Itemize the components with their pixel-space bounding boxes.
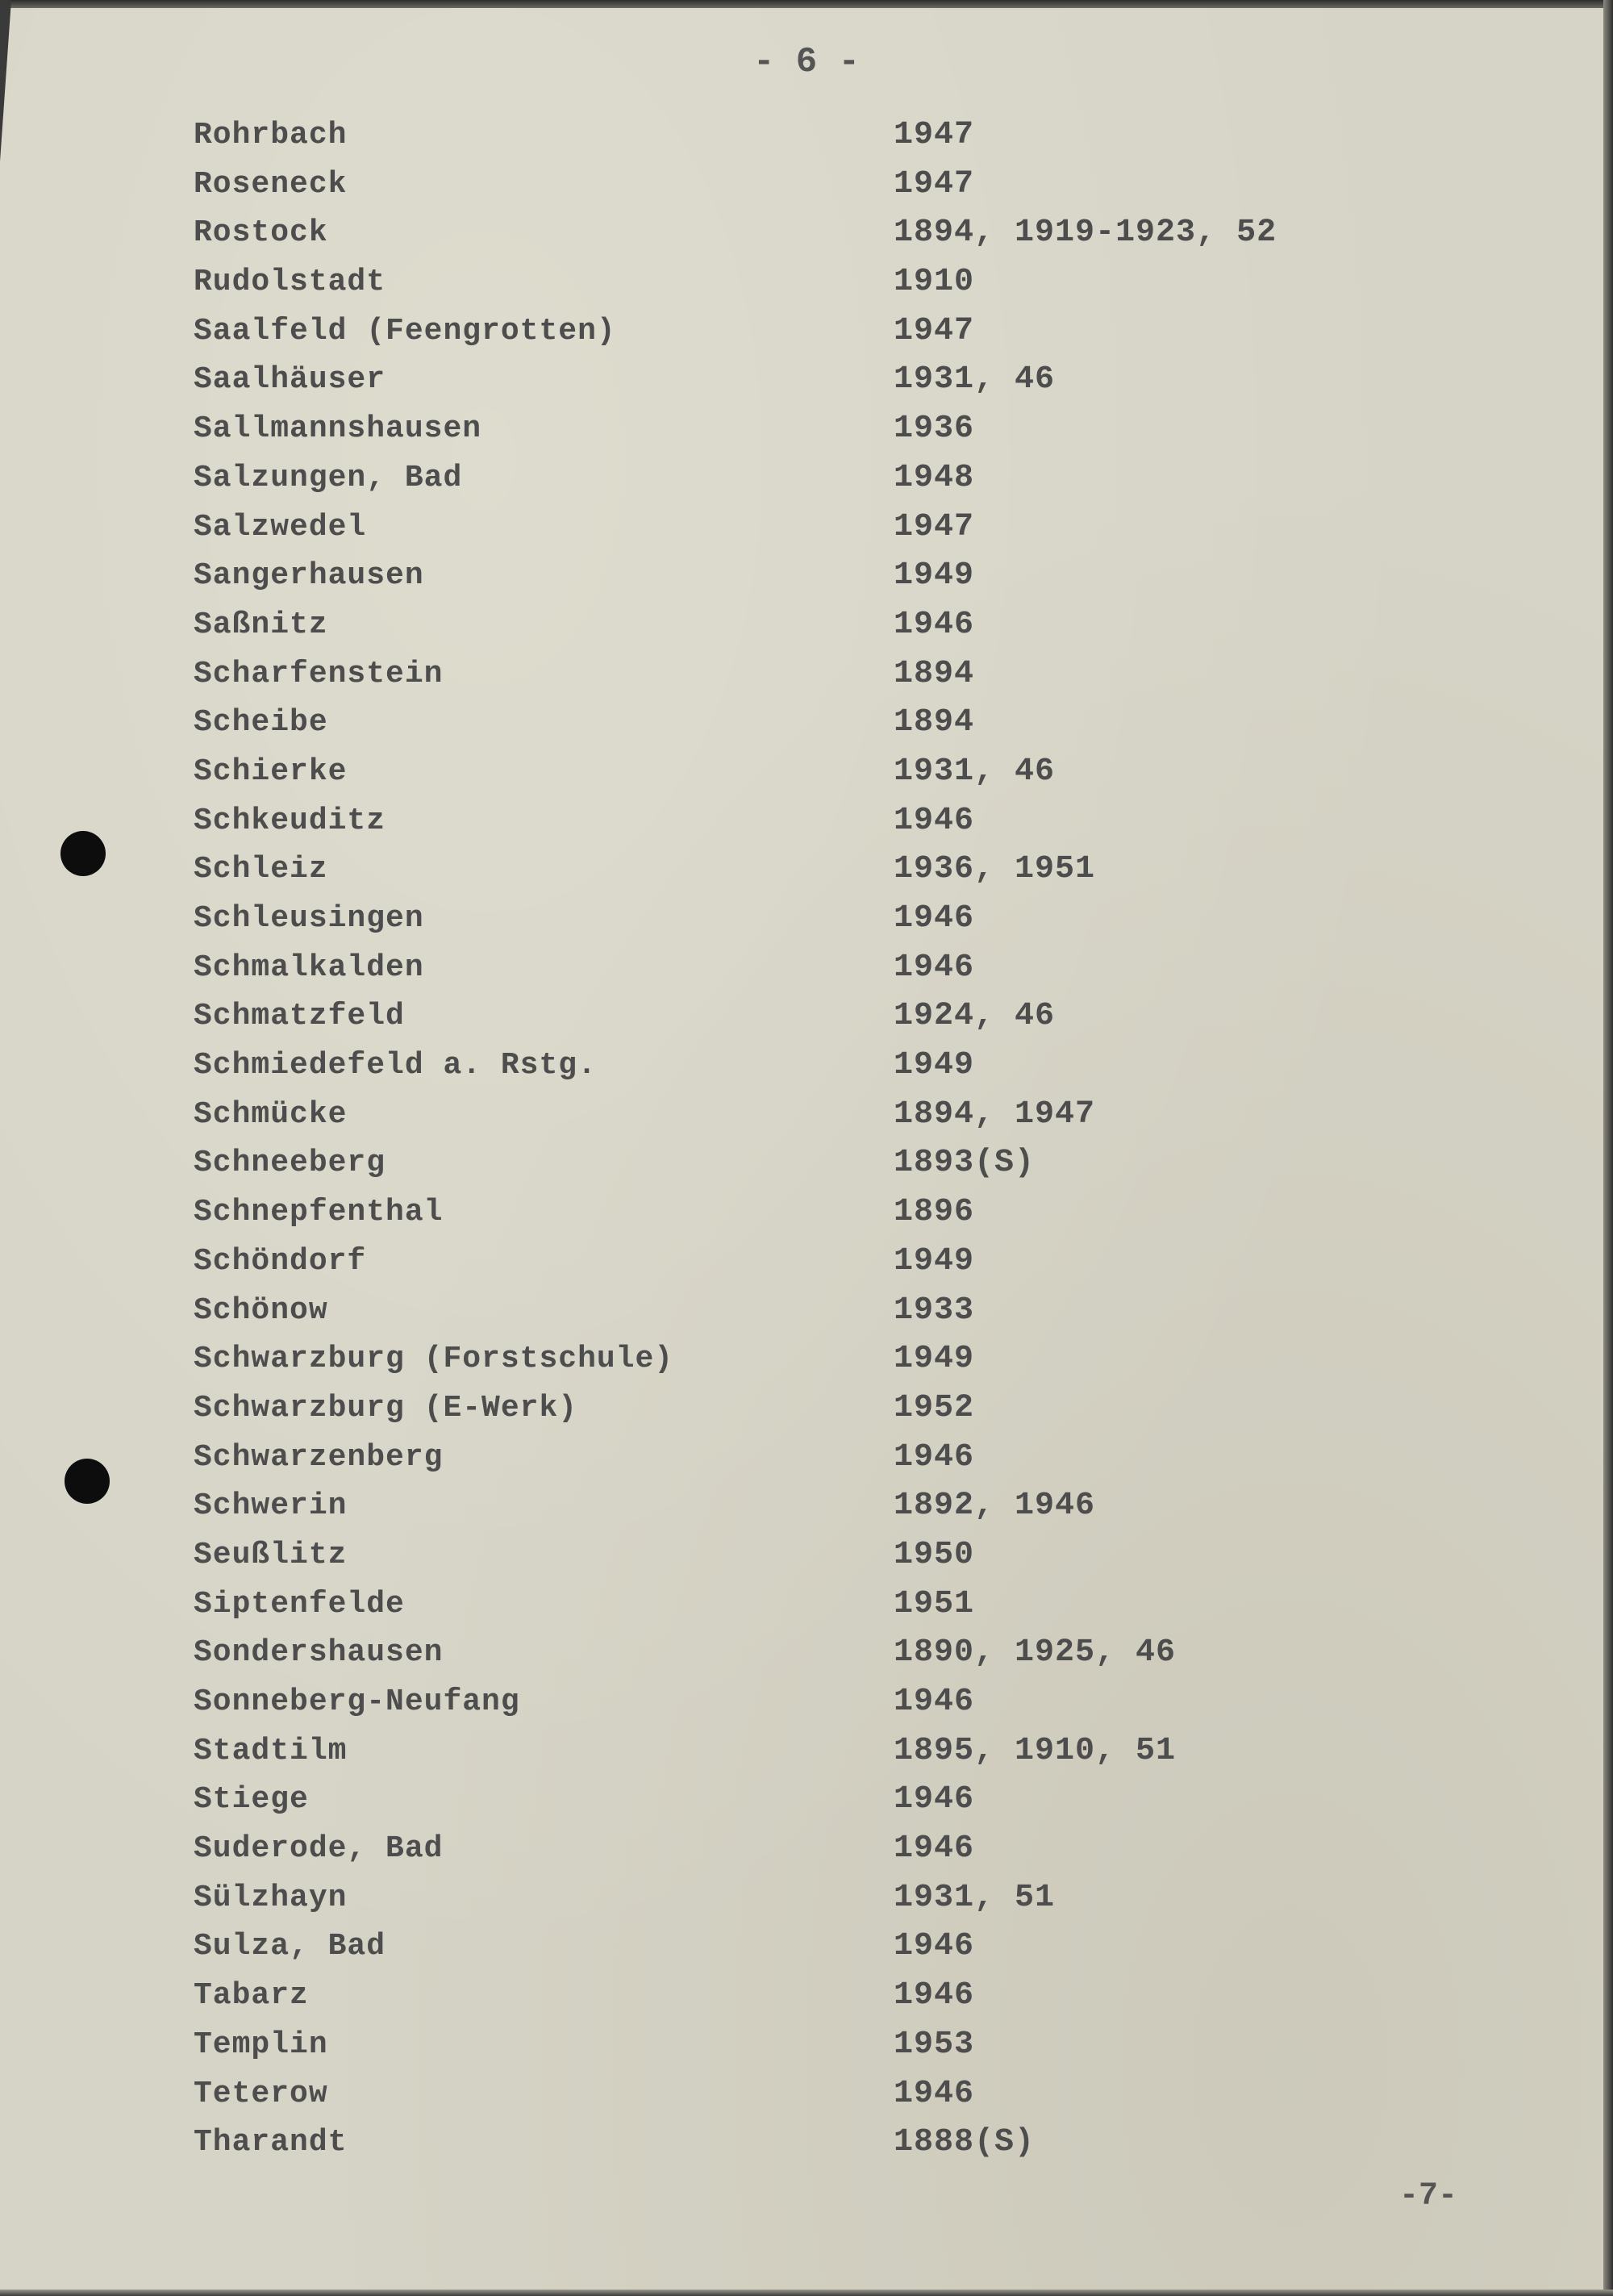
year-list: 1894, 1919-1923, 52 xyxy=(894,215,1277,252)
scan-edge-top xyxy=(0,0,1613,8)
year-list: 1946 xyxy=(894,1928,975,1965)
place-name: Tabarz xyxy=(194,1978,309,2014)
place-name: Schierke xyxy=(194,754,348,789)
list-item xyxy=(194,1727,1484,1776)
list-item xyxy=(194,1580,1484,1630)
scan-edge-right xyxy=(1603,0,1613,2296)
list-item xyxy=(194,1287,1484,1336)
place-name: Schnepfenthal xyxy=(194,1195,444,1230)
list-item xyxy=(194,1874,1484,1923)
place-name: Teterow xyxy=(194,2076,328,2111)
year-list: 1946 xyxy=(894,900,975,937)
place-name: Saalhäuser xyxy=(194,362,386,398)
page-number: - 6 - xyxy=(752,42,861,82)
year-list: 1946 xyxy=(894,1831,975,1868)
place-year-list xyxy=(194,111,1484,2168)
year-list: 1946 xyxy=(894,2075,975,2112)
year-list: 1896 xyxy=(894,1194,975,1231)
year-list: 1895, 1910, 51 xyxy=(894,1732,1177,1769)
year-list: 1949 xyxy=(894,1242,975,1279)
place-name: Sonneberg-Neufang xyxy=(194,1684,520,1719)
list-item xyxy=(194,1531,1484,1580)
year-list: 1931, 46 xyxy=(894,753,1056,790)
year-list: 1949 xyxy=(894,1341,975,1378)
list-item xyxy=(194,1922,1484,1972)
year-list: 1946 xyxy=(894,606,975,643)
list-item xyxy=(194,2021,1484,2070)
place-name: Rudolstadt xyxy=(194,265,386,300)
list-item xyxy=(194,699,1484,748)
year-list: 1910 xyxy=(894,264,975,301)
year-list: 1950 xyxy=(894,1536,975,1573)
list-item xyxy=(194,1091,1484,1140)
list-item xyxy=(194,161,1484,210)
list-item xyxy=(194,650,1484,699)
year-list: 1946 xyxy=(894,949,975,986)
year-list: 1947 xyxy=(894,312,975,349)
year-list: 1893(S) xyxy=(894,1145,1036,1182)
list-item xyxy=(194,992,1484,1042)
list-item xyxy=(194,2070,1484,2119)
place-name: Rohrbach xyxy=(194,118,348,152)
place-name: Stadtilm xyxy=(194,1733,348,1768)
year-list: 1948 xyxy=(894,459,975,496)
place-name: Schwarzenberg xyxy=(194,1439,444,1475)
place-name: Schkeuditz xyxy=(194,803,386,838)
place-name: Sulza, Bad xyxy=(194,1929,386,1964)
place-name: Schwerin xyxy=(194,1488,348,1524)
next-page-marker: -7- xyxy=(1399,2178,1458,2215)
place-name: Sallmannshausen xyxy=(194,411,482,447)
year-list: 1894, 1947 xyxy=(894,1096,1096,1133)
list-item xyxy=(194,1139,1484,1188)
list-item xyxy=(194,503,1484,553)
place-name: Schmücke xyxy=(194,1096,348,1132)
list-item xyxy=(194,1335,1484,1384)
year-list: 1931, 46 xyxy=(894,361,1056,399)
place-name: Rostock xyxy=(194,215,328,251)
place-name: Salzungen, Bad xyxy=(194,460,463,495)
list-item xyxy=(194,895,1484,944)
place-name: Schmalkalden xyxy=(194,950,424,985)
place-name: Saalfeld (Feengrotten) xyxy=(194,313,616,349)
list-item xyxy=(194,1042,1484,1091)
year-list: 1936, 1951 xyxy=(894,851,1096,888)
year-list: 1931, 51 xyxy=(894,1879,1056,1916)
year-list: 1890, 1925, 46 xyxy=(894,1634,1177,1672)
year-list: 1933 xyxy=(894,1292,975,1329)
list-item xyxy=(194,356,1484,405)
year-list: 1892, 1946 xyxy=(894,1488,1096,1525)
place-name: Templin xyxy=(194,2027,328,2062)
list-item xyxy=(194,1482,1484,1531)
list-item xyxy=(194,1678,1484,1727)
year-list: 1946 xyxy=(894,1977,975,2014)
place-name: Schmiedefeld a. Rstg. xyxy=(194,1048,597,1083)
place-name: Schleusingen xyxy=(194,901,424,936)
place-name: Schönow xyxy=(194,1292,328,1328)
list-item xyxy=(194,797,1484,846)
list-item xyxy=(194,601,1484,650)
year-list: 1888(S) xyxy=(894,2124,1036,2161)
list-item xyxy=(194,748,1484,797)
year-list: 1946 xyxy=(894,1684,975,1720)
place-name: Schwarzburg (Forstschule) xyxy=(194,1342,674,1377)
place-name: Seußlitz xyxy=(194,1537,348,1572)
place-name: Saßnitz xyxy=(194,607,328,642)
list-item xyxy=(194,1384,1484,1434)
year-list: 1951 xyxy=(894,1585,975,1622)
list-item xyxy=(194,1188,1484,1238)
list-item xyxy=(194,1238,1484,1287)
punch-hole-icon xyxy=(60,831,106,876)
year-list: 1894 xyxy=(894,704,975,741)
year-list: 1924, 46 xyxy=(894,998,1056,1035)
year-list: 1953 xyxy=(894,2026,975,2063)
list-item xyxy=(194,1629,1484,1678)
year-list: 1947 xyxy=(894,165,975,202)
list-item xyxy=(194,209,1484,258)
list-item xyxy=(194,307,1484,357)
year-list: 1936 xyxy=(894,411,975,448)
place-name: Schleiz xyxy=(194,852,328,887)
list-item xyxy=(194,1434,1484,1483)
list-item xyxy=(194,1972,1484,2021)
place-name: Scheibe xyxy=(194,705,328,741)
punch-hole-icon xyxy=(65,1459,110,1504)
place-name: Sülzhayn xyxy=(194,1880,348,1915)
year-list: 1947 xyxy=(894,508,975,545)
place-name: Siptenfelde xyxy=(194,1586,405,1622)
place-name: Sondershausen xyxy=(194,1635,444,1671)
year-list: 1946 xyxy=(894,1781,975,1818)
list-item xyxy=(194,111,1484,161)
year-list: 1949 xyxy=(894,557,975,595)
scan-edge-bottom xyxy=(0,2290,1613,2296)
list-item xyxy=(194,258,1484,307)
place-name: Scharfenstein xyxy=(194,656,444,691)
year-list: 1949 xyxy=(894,1047,975,1084)
list-item xyxy=(194,552,1484,601)
list-item xyxy=(194,454,1484,503)
place-name: Stiege xyxy=(194,1782,309,1818)
place-name: Schneeberg xyxy=(194,1146,386,1181)
place-name: Tharandt xyxy=(194,2125,348,2160)
place-name: Roseneck xyxy=(194,166,348,202)
list-item xyxy=(194,1825,1484,1874)
year-list: 1894 xyxy=(894,655,975,692)
year-list: 1947 xyxy=(894,117,975,153)
place-name: Schöndorf xyxy=(194,1243,367,1279)
place-name: Schwarzburg (E-Werk) xyxy=(194,1390,578,1426)
folded-corner xyxy=(0,0,11,161)
place-name: Salzwedel xyxy=(194,509,367,545)
list-item xyxy=(194,845,1484,895)
list-item xyxy=(194,405,1484,454)
year-list: 1946 xyxy=(894,802,975,839)
list-item xyxy=(194,2119,1484,2168)
year-list: 1946 xyxy=(894,1438,975,1476)
place-name: Schmatzfeld xyxy=(194,999,405,1034)
year-list: 1952 xyxy=(894,1389,975,1426)
place-name: Suderode, Bad xyxy=(194,1831,444,1867)
list-item xyxy=(194,944,1484,993)
place-name: Sangerhausen xyxy=(194,558,424,594)
list-item xyxy=(194,1776,1484,1825)
